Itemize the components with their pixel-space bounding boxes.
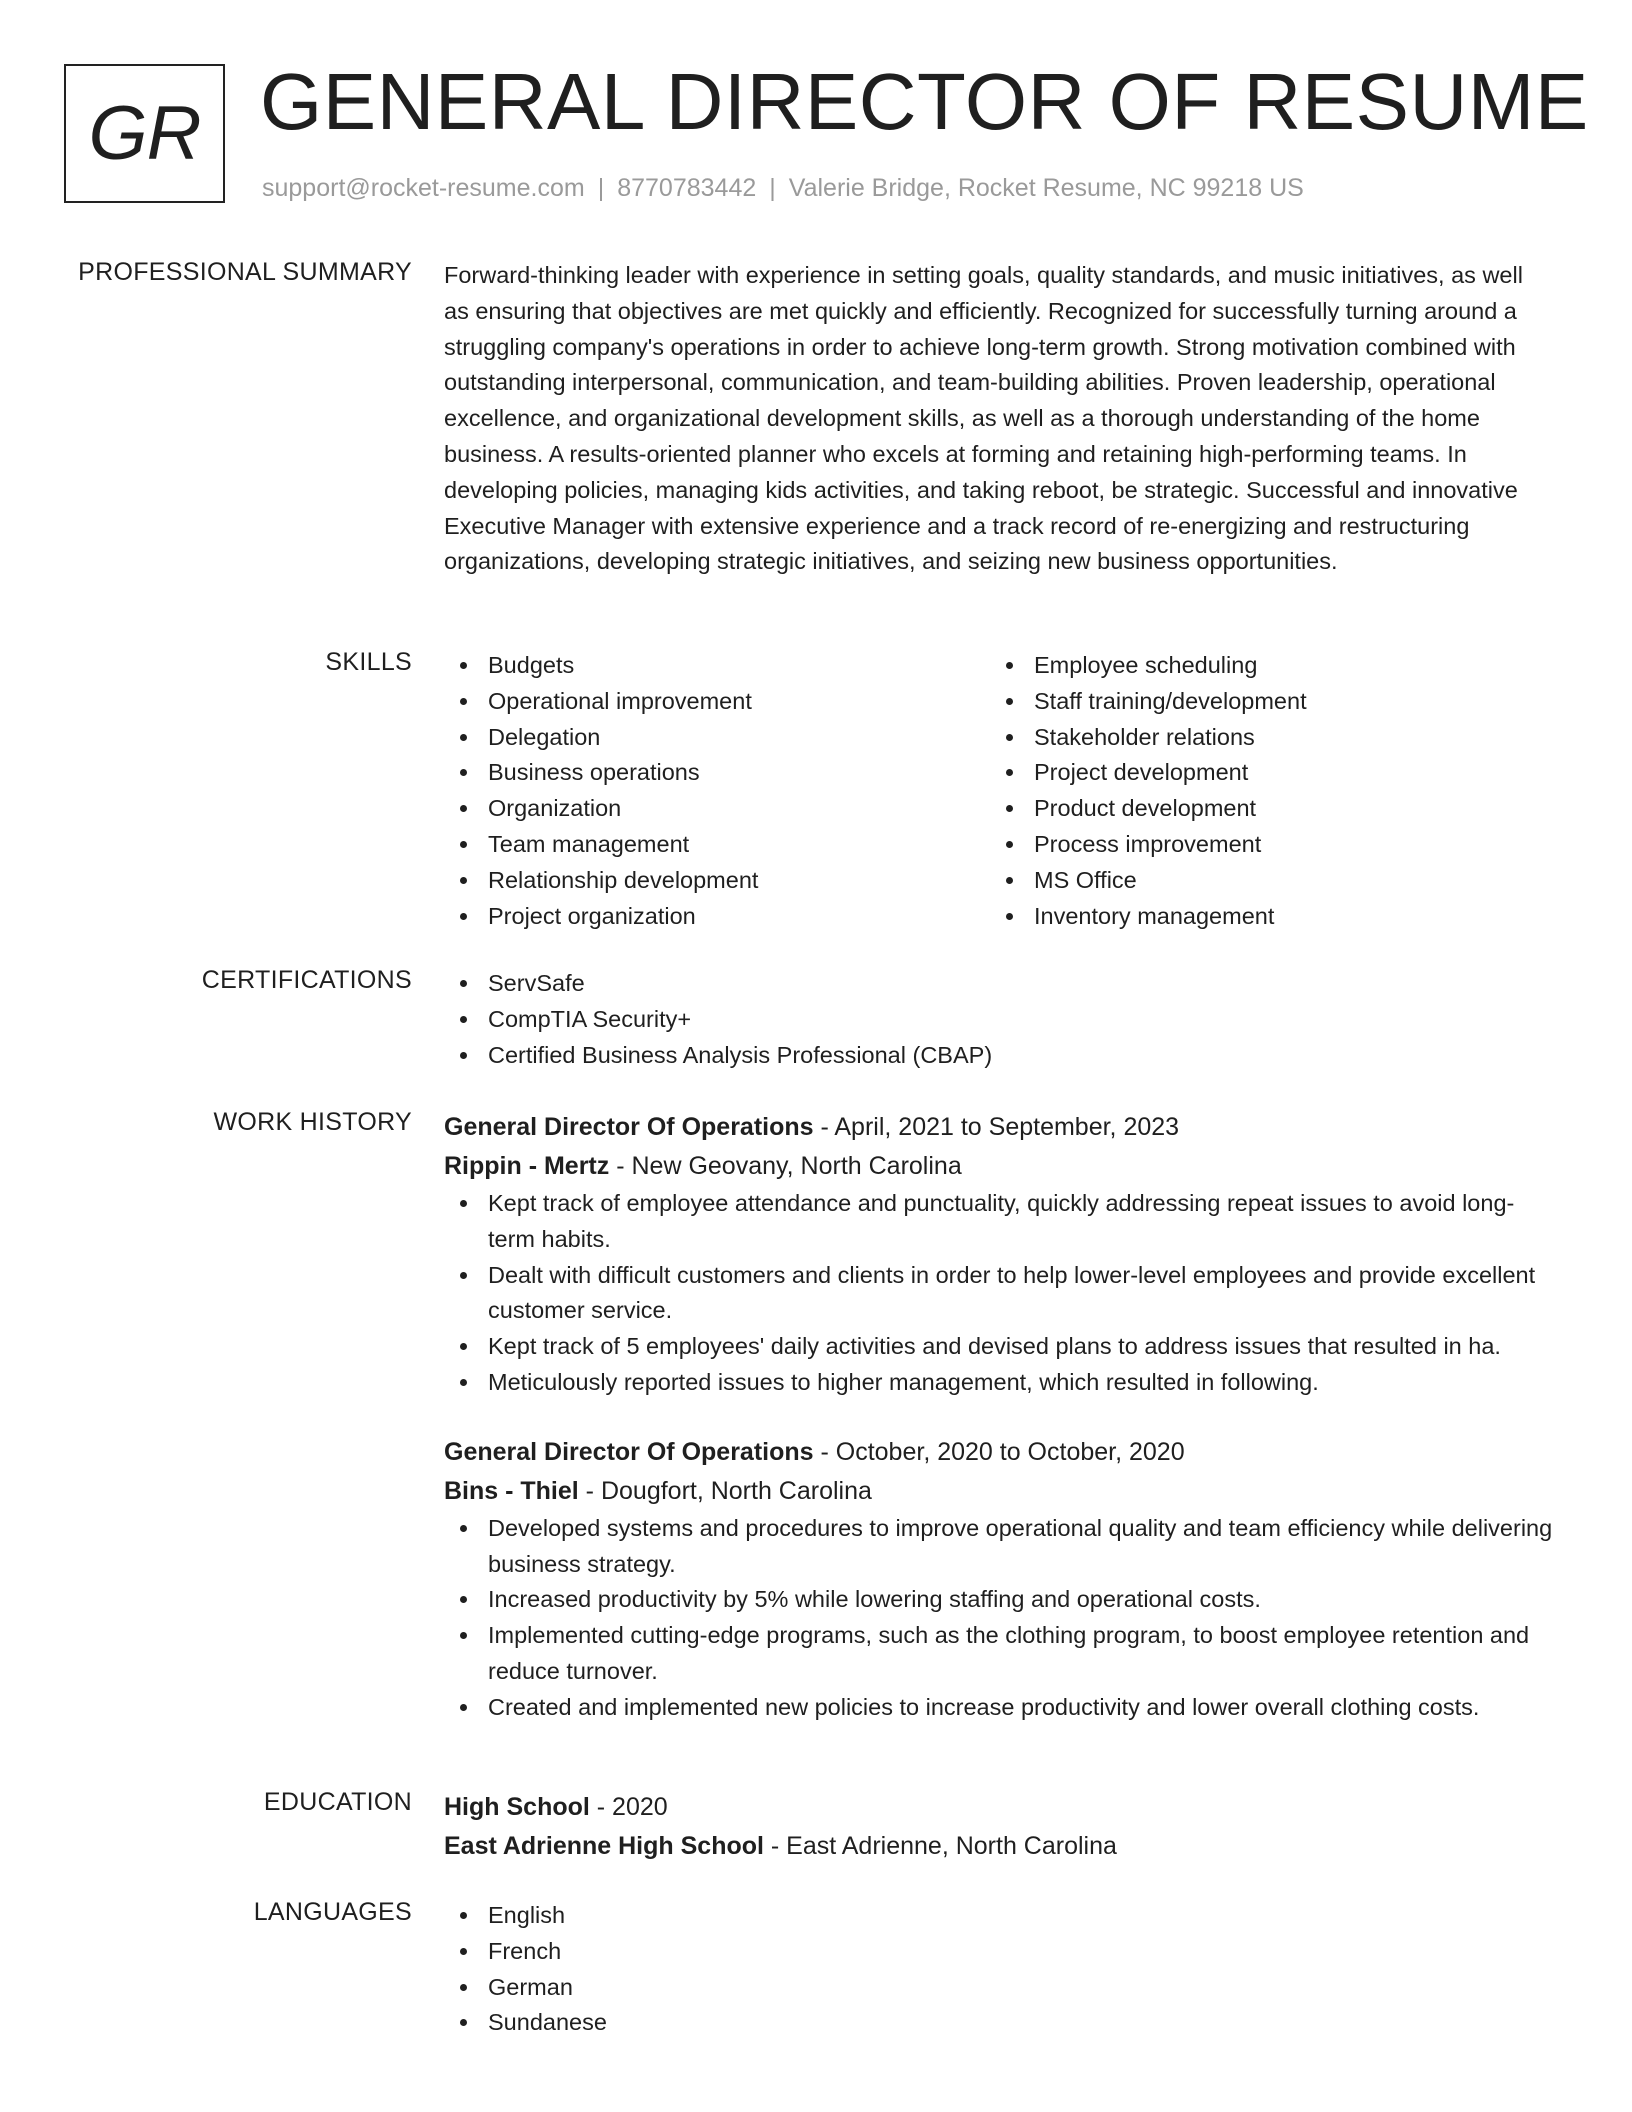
skill-item: Operational improvement: [444, 684, 990, 720]
job-bullet: Meticulously reported issues to higher management, which resulted in following.: [444, 1365, 1554, 1401]
section-label-work-history: WORK HISTORY: [213, 1108, 412, 1136]
job-bullet: Developed systems and procedures to improve operational quality and team efficiency while delivering business strategy.: [444, 1511, 1554, 1583]
monogram: GR: [64, 64, 225, 203]
job-title: General Director Of Operations: [444, 1437, 814, 1466]
section-label-education: EDUCATION: [263, 1788, 412, 1816]
contact-line: [262, 174, 1304, 203]
summary-text: Forward-thinking leader with experience in setting goals, quality standards, and music initiatives, as well as ensuring that objectives are met quickly and efficiently. Recognized for successfully turning around a struggling company's operations in order to achieve long-term growth. Strong motivation combined with outstanding interpersonal, communication, and team-building abilities. Proven leadership, operational excellence, and organizational development skills, as well as a thorough understanding of the home business. A results-oriented planner who excels at forming and retaining high-performing teams. In developing policies, managing kids activities, and taking reboot, be strategic. Successful and innovative Executive Manager with extensive experience and a track record of re-energizing and restructuring organizations, developing strategic initiatives, and seizing new business opportunities.: [444, 262, 1523, 575]
contact-phone[interactable]: 8770783442: [617, 174, 757, 202]
languages-list: [444, 1898, 1554, 2041]
language-item: Sundanese: [444, 2005, 1554, 2041]
job-dates: - April, 2021 to September, 2023: [813, 1113, 1180, 1141]
education-school: East Adrienne High School: [444, 1832, 764, 1860]
job-title-line: [444, 1433, 1554, 1472]
education-school-line: [444, 1827, 1554, 1866]
skill-item: Stakeholder relations: [990, 720, 1536, 756]
job-company-line: [444, 1147, 1554, 1186]
certification-item: ServSafe: [444, 966, 1554, 1002]
skill-item: Staff training/development: [990, 684, 1536, 720]
contact-address: Valerie Bridge, Rocket Resume, NC 99218 US: [788, 174, 1304, 202]
skill-item: Project organization: [444, 899, 990, 935]
resume-name: GENERAL DIRECTOR OF RESUME: [260, 57, 1589, 146]
job-bullet: Increased productivity by 5% while lowering staffing and operational costs.: [444, 1582, 1554, 1618]
job-entry: [444, 1108, 1554, 1401]
section-label-summary: PROFESSIONAL SUMMARY: [78, 258, 412, 286]
job-bullet: Kept track of 5 employees' daily activities and devised plans to address issues that resulted in ha.: [444, 1329, 1554, 1365]
skill-item: MS Office: [990, 863, 1536, 899]
certification-item: Certified Business Analysis Professional (CBAP): [444, 1038, 1554, 1074]
education-location: - East Adrienne, North Carolina: [763, 1832, 1117, 1860]
certifications-list: [444, 966, 1554, 1073]
job-company: Rippin - Mertz: [444, 1152, 610, 1180]
contact-separator: |: [597, 174, 605, 202]
section-label-skills: SKILLS: [325, 648, 412, 676]
job-bullets: [444, 1511, 1554, 1726]
job-location: - Dougfort, North Carolina: [578, 1476, 872, 1505]
job-bullet: Kept track of employee attendance and punctuality, quickly addressing repeat issues to avoid long-term habits.: [444, 1186, 1554, 1258]
language-item: English: [444, 1898, 1554, 1934]
job-location: - New Geovany, North Carolina: [609, 1152, 962, 1180]
job-company: Bins - Thiel: [444, 1476, 579, 1505]
skill-item: Organization: [444, 791, 990, 827]
language-item: French: [444, 1934, 1554, 1970]
job-company-line: [444, 1472, 1554, 1511]
certification-item: CompTIA Security+: [444, 1002, 1554, 1038]
education-year: - 2020: [589, 1793, 668, 1821]
job-title-line: [444, 1108, 1554, 1147]
skills-list-left: [444, 648, 990, 934]
education-degree-line: [444, 1788, 1554, 1827]
skill-item: Project development: [990, 755, 1536, 791]
skill-item: Product development: [990, 791, 1536, 827]
skill-item: Delegation: [444, 720, 990, 756]
skill-item: Business operations: [444, 755, 990, 791]
job-bullet: Implemented cutting-edge programs, such as the clothing program, to boost employee retention and reduce turnover.: [444, 1618, 1554, 1690]
skill-item: Employee scheduling: [990, 648, 1536, 684]
job-bullet: Created and implemented new policies to increase productivity and lower overall clothing costs.: [444, 1690, 1554, 1726]
skill-item: Team management: [444, 827, 990, 863]
job-entry: [444, 1433, 1554, 1726]
skill-item: Relationship development: [444, 863, 990, 899]
job-dates: - October, 2020 to October, 2020: [813, 1437, 1185, 1466]
contact-email[interactable]: support@rocket-resume.com: [262, 174, 585, 202]
skill-item: Budgets: [444, 648, 990, 684]
skills-list-right: [990, 648, 1536, 934]
skill-item: Inventory management: [990, 899, 1536, 935]
education-degree: High School: [444, 1793, 590, 1821]
section-label-certifications: CERTIFICATIONS: [201, 966, 412, 994]
resume-header: [64, 57, 1589, 214]
contact-separator: |: [769, 174, 776, 202]
section-label-languages: LANGUAGES: [253, 1898, 412, 1926]
skill-item: Process improvement: [990, 827, 1536, 863]
job-bullet: Dealt with difficult customers and clients in order to help lower-level employees and provide excellent customer service.: [444, 1258, 1554, 1330]
language-item: German: [444, 1970, 1554, 2006]
job-title: General Director Of Operations: [444, 1113, 814, 1141]
job-bullets: [444, 1186, 1554, 1401]
